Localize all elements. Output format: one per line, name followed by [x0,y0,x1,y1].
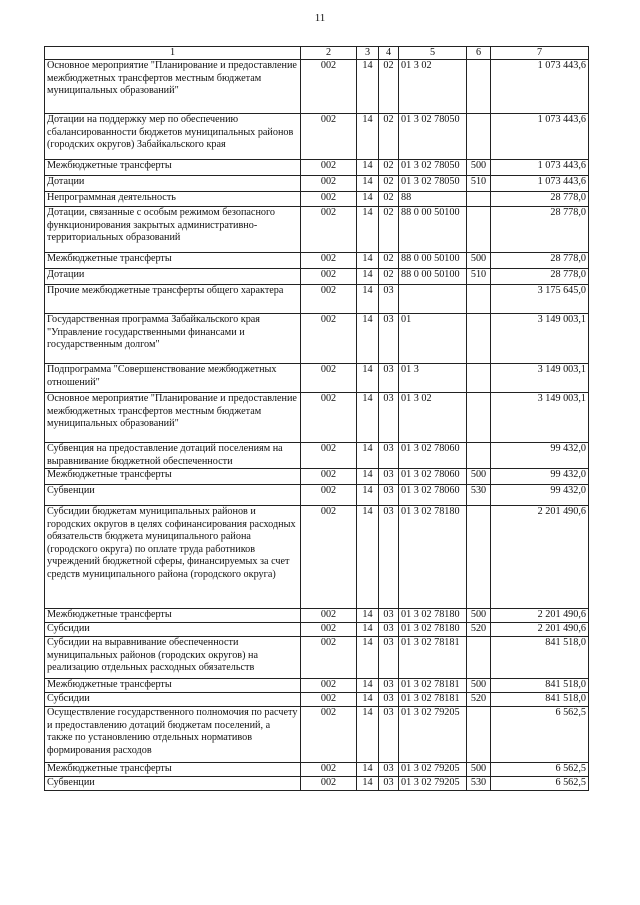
row-target-article-cell: 88 0 00 50100 [399,253,467,269]
row-amount-cell: 841 518,0 [491,637,589,679]
row-amount-cell: 6 562,5 [491,777,589,791]
table-row [45,469,589,485]
row-section-cell: 14 [357,485,379,506]
row-target-article-cell: 01 3 02 79205 [399,763,467,777]
table-row [45,285,589,314]
row-subsection-cell: 02 [379,176,399,192]
row-subsection-cell: 02 [379,207,399,253]
row-admin-code-cell: 002 [301,763,357,777]
row-name-cell: Дотации [45,176,301,192]
row-expense-type-cell: 500 [467,253,491,269]
row-name-cell: Дотации на поддержку мер по обеспечению сбалансированности бюджетов муниципальных районов (городских округов) Забайкальского края [45,114,301,160]
table-row [45,176,589,192]
row-section-cell: 14 [357,192,379,207]
table-row [45,623,589,637]
column-header: 5 [399,47,467,60]
row-section-cell: 14 [357,176,379,192]
row-name-cell: Межбюджетные трансферты [45,609,301,623]
row-admin-code-cell: 002 [301,777,357,791]
row-name-cell: Межбюджетные трансферты [45,763,301,777]
row-expense-type-cell [467,393,491,443]
table-row [45,160,589,176]
row-subsection-cell: 03 [379,364,399,393]
row-amount-cell: 6 562,5 [491,707,589,763]
row-target-article-cell: 01 3 02 78060 [399,469,467,485]
row-section-cell: 14 [357,506,379,609]
table-row [45,679,589,693]
table-row [45,443,589,469]
row-amount-cell: 1 073 443,6 [491,176,589,192]
row-section-cell: 14 [357,623,379,637]
row-subsection-cell: 03 [379,609,399,623]
header-row [45,47,589,60]
row-target-article-cell [399,285,467,314]
row-target-article-cell: 01 [399,314,467,364]
row-amount-cell: 6 562,5 [491,763,589,777]
table-row [45,609,589,623]
row-admin-code-cell: 002 [301,192,357,207]
row-amount-cell: 2 201 490,6 [491,506,589,609]
row-subsection-cell: 03 [379,637,399,679]
row-subsection-cell: 03 [379,693,399,707]
column-header: 3 [357,47,379,60]
page-number: 11 [314,12,326,24]
row-admin-code-cell: 002 [301,176,357,192]
row-expense-type-cell [467,114,491,160]
row-admin-code-cell: 002 [301,60,357,114]
row-subsection-cell: 03 [379,443,399,469]
row-name-cell: Основное мероприятие "Планирование и предоставление межбюджетных трансфертов местным бюджетам муниципальных образований" [45,393,301,443]
row-amount-cell: 99 432,0 [491,469,589,485]
row-section-cell: 14 [357,60,379,114]
table-row [45,60,589,114]
row-amount-cell: 2 201 490,6 [491,609,589,623]
row-name-cell: Дотации, связанные с особым режимом безопасного функционирования закрытых административно-территориальных образований [45,207,301,253]
row-expense-type-cell: 530 [467,485,491,506]
row-subsection-cell: 03 [379,623,399,637]
row-expense-type-cell [467,443,491,469]
row-subsection-cell: 03 [379,679,399,693]
row-amount-cell: 3 175 645,0 [491,285,589,314]
row-admin-code-cell: 002 [301,485,357,506]
column-header: 4 [379,47,399,60]
row-expense-type-cell [467,285,491,314]
row-admin-code-cell: 002 [301,443,357,469]
row-expense-type-cell: 520 [467,693,491,707]
row-name-cell: Субсидии [45,623,301,637]
row-target-article-cell: 01 3 02 [399,393,467,443]
row-name-cell: Межбюджетные трансферты [45,679,301,693]
table-row [45,777,589,791]
row-section-cell: 14 [357,207,379,253]
row-subsection-cell: 03 [379,777,399,791]
row-admin-code-cell: 002 [301,506,357,609]
row-target-article-cell: 01 3 02 78180 [399,623,467,637]
row-section-cell: 14 [357,707,379,763]
row-target-article-cell: 01 3 [399,364,467,393]
row-admin-code-cell: 002 [301,253,357,269]
table-row [45,637,589,679]
row-section-cell: 14 [357,443,379,469]
row-section-cell: 14 [357,253,379,269]
table-row [45,253,589,269]
row-admin-code-cell: 002 [301,623,357,637]
row-amount-cell: 3 149 003,1 [491,314,589,364]
row-expense-type-cell: 500 [467,469,491,485]
row-name-cell: Осуществление государственного полномочия по расчету и предоставлению дотаций бюджетам поселений, а также по установлению отдельных нормативов формирования расходов [45,707,301,763]
row-admin-code-cell: 002 [301,679,357,693]
row-target-article-cell: 01 3 02 78180 [399,506,467,609]
row-admin-code-cell: 002 [301,269,357,285]
row-name-cell: Субвенции [45,777,301,791]
row-subsection-cell: 02 [379,114,399,160]
row-expense-type-cell: 520 [467,623,491,637]
row-name-cell: Межбюджетные трансферты [45,469,301,485]
row-target-article-cell: 01 3 02 78180 [399,609,467,623]
column-header: 6 [467,47,491,60]
row-name-cell: Основное мероприятие "Планирование и предоставление межбюджетных трансфертов местным бюджетам муниципальных образований" [45,60,301,114]
row-section-cell: 14 [357,364,379,393]
row-admin-code-cell: 002 [301,693,357,707]
row-expense-type-cell: 510 [467,269,491,285]
row-subsection-cell: 02 [379,269,399,285]
row-expense-type-cell [467,707,491,763]
row-amount-cell: 841 518,0 [491,679,589,693]
row-amount-cell: 1 073 443,6 [491,60,589,114]
row-expense-type-cell: 530 [467,777,491,791]
table-row [45,763,589,777]
row-name-cell: Субвенция на предоставление дотаций поселениям на выравнивание бюджетной обеспеченности [45,443,301,469]
row-expense-type-cell [467,192,491,207]
row-subsection-cell: 03 [379,506,399,609]
column-header: 2 [301,47,357,60]
table-row [45,693,589,707]
row-target-article-cell: 01 3 02 78181 [399,693,467,707]
row-amount-cell: 3 149 003,1 [491,393,589,443]
row-admin-code-cell: 002 [301,469,357,485]
row-amount-cell: 99 432,0 [491,485,589,506]
table-row [45,707,589,763]
row-name-cell: Субсидии бюджетам муниципальных районов и городских округов в целях софинансирования расходных обязательств бюджета муниципального района (городского округа) по оплате труда работников учреждений бюджетной сферы, финансируемых за счет средств муниципального района (городского округа) [45,506,301,609]
row-section-cell: 14 [357,114,379,160]
row-expense-type-cell: 500 [467,679,491,693]
row-amount-cell: 28 778,0 [491,207,589,253]
row-expense-type-cell [467,60,491,114]
row-expense-type-cell [467,314,491,364]
row-name-cell: Межбюджетные трансферты [45,160,301,176]
row-subsection-cell: 02 [379,160,399,176]
row-admin-code-cell: 002 [301,364,357,393]
row-target-article-cell: 01 3 02 78181 [399,679,467,693]
row-expense-type-cell: 500 [467,763,491,777]
table-row [45,485,589,506]
row-target-article-cell: 01 3 02 78050 [399,160,467,176]
row-section-cell: 14 [357,637,379,679]
row-amount-cell: 1 073 443,6 [491,114,589,160]
column-header: 1 [45,47,301,60]
table-row [45,506,589,609]
row-subsection-cell: 03 [379,393,399,443]
row-target-article-cell: 01 3 02 [399,60,467,114]
row-target-article-cell: 88 [399,192,467,207]
row-section-cell: 14 [357,469,379,485]
row-subsection-cell: 03 [379,314,399,364]
row-expense-type-cell [467,364,491,393]
row-target-article-cell: 88 0 00 50100 [399,207,467,253]
column-header: 7 [491,47,589,60]
table-body [45,60,589,791]
row-section-cell: 14 [357,314,379,364]
row-expense-type-cell [467,506,491,609]
row-expense-type-cell: 500 [467,160,491,176]
row-expense-type-cell: 510 [467,176,491,192]
row-name-cell: Субсидии [45,693,301,707]
row-amount-cell: 28 778,0 [491,253,589,269]
row-amount-cell: 28 778,0 [491,269,589,285]
row-amount-cell: 28 778,0 [491,192,589,207]
row-section-cell: 14 [357,679,379,693]
row-amount-cell: 1 073 443,6 [491,160,589,176]
table-row [45,314,589,364]
table-row [45,393,589,443]
table-row [45,114,589,160]
row-section-cell: 14 [357,160,379,176]
row-admin-code-cell: 002 [301,160,357,176]
row-subsection-cell: 02 [379,60,399,114]
row-amount-cell: 3 149 003,1 [491,364,589,393]
row-section-cell: 14 [357,393,379,443]
row-expense-type-cell [467,637,491,679]
row-name-cell: Межбюджетные трансферты [45,253,301,269]
row-admin-code-cell: 002 [301,114,357,160]
row-name-cell: Непрограммная деятельность [45,192,301,207]
row-section-cell: 14 [357,777,379,791]
row-target-article-cell: 01 3 02 79205 [399,707,467,763]
row-target-article-cell: 88 0 00 50100 [399,269,467,285]
row-target-article-cell: 01 3 02 78181 [399,637,467,679]
row-section-cell: 14 [357,269,379,285]
row-admin-code-cell: 002 [301,393,357,443]
row-name-cell: Дотации [45,269,301,285]
row-subsection-cell: 02 [379,192,399,207]
row-subsection-cell: 03 [379,285,399,314]
table-row [45,207,589,253]
row-amount-cell: 99 432,0 [491,443,589,469]
row-admin-code-cell: 002 [301,285,357,314]
row-subsection-cell: 03 [379,485,399,506]
row-section-cell: 14 [357,763,379,777]
row-target-article-cell: 01 3 02 78060 [399,485,467,506]
row-expense-type-cell [467,207,491,253]
row-section-cell: 14 [357,609,379,623]
table-row [45,269,589,285]
row-amount-cell: 841 518,0 [491,693,589,707]
row-amount-cell: 2 201 490,6 [491,623,589,637]
row-target-article-cell: 01 3 02 78050 [399,114,467,160]
row-subsection-cell: 03 [379,707,399,763]
row-target-article-cell: 01 3 02 79205 [399,777,467,791]
row-target-article-cell: 01 3 02 78050 [399,176,467,192]
table-row [45,192,589,207]
row-admin-code-cell: 002 [301,637,357,679]
budget-table [44,46,589,791]
row-subsection-cell: 03 [379,763,399,777]
row-subsection-cell: 03 [379,469,399,485]
table-row [45,364,589,393]
row-section-cell: 14 [357,285,379,314]
row-name-cell: Субвенции [45,485,301,506]
row-admin-code-cell: 002 [301,609,357,623]
row-admin-code-cell: 002 [301,707,357,763]
row-section-cell: 14 [357,693,379,707]
row-name-cell: Субсидии на выравнивание обеспеченности муниципальных районов (городских округов) на реализацию отдельных расходных обязательств [45,637,301,679]
row-name-cell: Подпрограмма "Совершенствование межбюджетных отношений" [45,364,301,393]
row-subsection-cell: 02 [379,253,399,269]
row-admin-code-cell: 002 [301,207,357,253]
row-name-cell: Государственная программа Забайкальского края "Управление государственными финансами и государственным долгом" [45,314,301,364]
row-name-cell: Прочие межбюджетные трансферты общего характера [45,285,301,314]
row-admin-code-cell: 002 [301,314,357,364]
row-target-article-cell: 01 3 02 78060 [399,443,467,469]
row-expense-type-cell: 500 [467,609,491,623]
